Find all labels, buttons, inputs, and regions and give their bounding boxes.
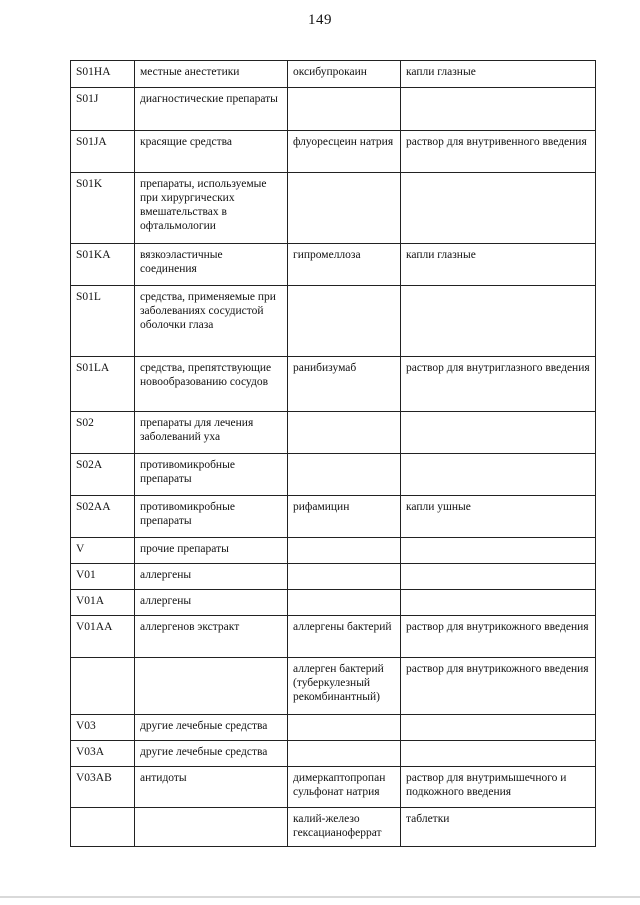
dosage-form-cell: капли глазные — [401, 61, 596, 88]
substance-cell: оксибупрокаин — [288, 61, 401, 88]
page-number: 149 — [308, 12, 332, 28]
table-row — [71, 496, 596, 538]
dosage-form-cell: раствор для внутриглазного введения — [401, 357, 596, 412]
dosage-form-cell: раствор для внутримышечного и подкожного введения — [401, 767, 596, 808]
table-row — [71, 564, 596, 590]
atc-code-cell: V01AA — [71, 616, 135, 658]
atc-code-cell: S01HA — [71, 61, 135, 88]
group-cell: вязкоэластичные соединения — [135, 244, 288, 286]
table-row — [71, 658, 596, 715]
group-cell: противомикробные препараты — [135, 496, 288, 538]
group-cell: противомикробные препараты — [135, 454, 288, 496]
substance-cell — [288, 286, 401, 357]
atc-code-cell: S01L — [71, 286, 135, 357]
table-row — [71, 131, 596, 173]
dosage-form-cell — [401, 590, 596, 616]
atc-code-cell — [71, 808, 135, 847]
substance-cell — [288, 564, 401, 590]
dosage-form-cell — [401, 88, 596, 131]
group-cell: средства, применяемые при заболеваниях сосудистой оболочки глаза — [135, 286, 288, 357]
substance-cell — [288, 88, 401, 131]
substance-cell: аллерген бактерий (туберкулезный рекомбинантный) — [288, 658, 401, 715]
table-row — [71, 286, 596, 357]
atc-code-cell: V03 — [71, 715, 135, 741]
group-cell: прочие препараты — [135, 538, 288, 564]
table-row — [71, 357, 596, 412]
atc-code-cell: V03A — [71, 741, 135, 767]
substance-cell: рифамицин — [288, 496, 401, 538]
table-row — [71, 88, 596, 131]
dosage-form-cell — [401, 564, 596, 590]
dosage-form-cell: капли ушные — [401, 496, 596, 538]
dosage-form-cell — [401, 538, 596, 564]
dosage-form-cell: раствор для внутрикожного введения — [401, 616, 596, 658]
dosage-form-cell — [401, 173, 596, 244]
substance-cell: калий-железо гексацианоферрат — [288, 808, 401, 847]
table-row — [71, 173, 596, 244]
dosage-form-cell — [401, 454, 596, 496]
dosage-form-cell: раствор для внутривенного введения — [401, 131, 596, 173]
dosage-form-cell: раствор для внутрикожного введения — [401, 658, 596, 715]
substance-cell: аллергены бактерий — [288, 616, 401, 658]
dosage-form-cell — [401, 715, 596, 741]
table-row — [71, 741, 596, 767]
dosage-form-cell — [401, 412, 596, 454]
group-cell — [135, 808, 288, 847]
table-row — [71, 412, 596, 454]
substance-cell: ранибизумаб — [288, 357, 401, 412]
atc-code-cell: S01JA — [71, 131, 135, 173]
scan-bottom-edge — [0, 896, 640, 898]
substance-cell — [288, 454, 401, 496]
atc-code-cell: S02A — [71, 454, 135, 496]
atc-code-cell: V03AB — [71, 767, 135, 808]
substance-cell: флуоресцеин натрия — [288, 131, 401, 173]
table-row — [71, 244, 596, 286]
group-cell: красящие средства — [135, 131, 288, 173]
dosage-form-cell: капли глазные — [401, 244, 596, 286]
substance-cell — [288, 173, 401, 244]
atc-code-cell: V — [71, 538, 135, 564]
table-row — [71, 454, 596, 496]
drug-classification-table — [70, 60, 596, 847]
atc-code-cell: S02 — [71, 412, 135, 454]
substance-cell — [288, 715, 401, 741]
group-cell: антидоты — [135, 767, 288, 808]
group-cell: аллергенов экстракт — [135, 616, 288, 658]
table-row — [71, 616, 596, 658]
group-cell: другие лечебные средства — [135, 741, 288, 767]
table-row — [71, 767, 596, 808]
table-row — [71, 61, 596, 88]
dosage-form-cell — [401, 286, 596, 357]
atc-code-cell: V01 — [71, 564, 135, 590]
atc-code-cell: S01J — [71, 88, 135, 131]
table-row — [71, 808, 596, 847]
substance-cell: димеркаптопропан сульфонат натрия — [288, 767, 401, 808]
group-cell: препараты, используемые при хирургических вмешательствах в офтальмологии — [135, 173, 288, 244]
atc-code-cell: V01A — [71, 590, 135, 616]
atc-code-cell: S01LA — [71, 357, 135, 412]
substance-cell — [288, 741, 401, 767]
substance-cell: гипромеллоза — [288, 244, 401, 286]
group-cell: аллергены — [135, 590, 288, 616]
atc-code-cell: S01K — [71, 173, 135, 244]
group-cell: препараты для лечения заболеваний уха — [135, 412, 288, 454]
group-cell: местные анестетики — [135, 61, 288, 88]
atc-code-cell: S01KA — [71, 244, 135, 286]
table-row — [71, 715, 596, 741]
atc-code-cell — [71, 658, 135, 715]
dosage-form-cell: таблетки — [401, 808, 596, 847]
group-cell — [135, 658, 288, 715]
substance-cell — [288, 412, 401, 454]
atc-code-cell: S02AA — [71, 496, 135, 538]
group-cell: средства, препятствующие новообразованию сосудов — [135, 357, 288, 412]
table-row — [71, 590, 596, 616]
group-cell: аллергены — [135, 564, 288, 590]
dosage-form-cell — [401, 741, 596, 767]
group-cell: диагностические препараты — [135, 88, 288, 131]
table-row — [71, 538, 596, 564]
group-cell: другие лечебные средства — [135, 715, 288, 741]
substance-cell — [288, 538, 401, 564]
substance-cell — [288, 590, 401, 616]
